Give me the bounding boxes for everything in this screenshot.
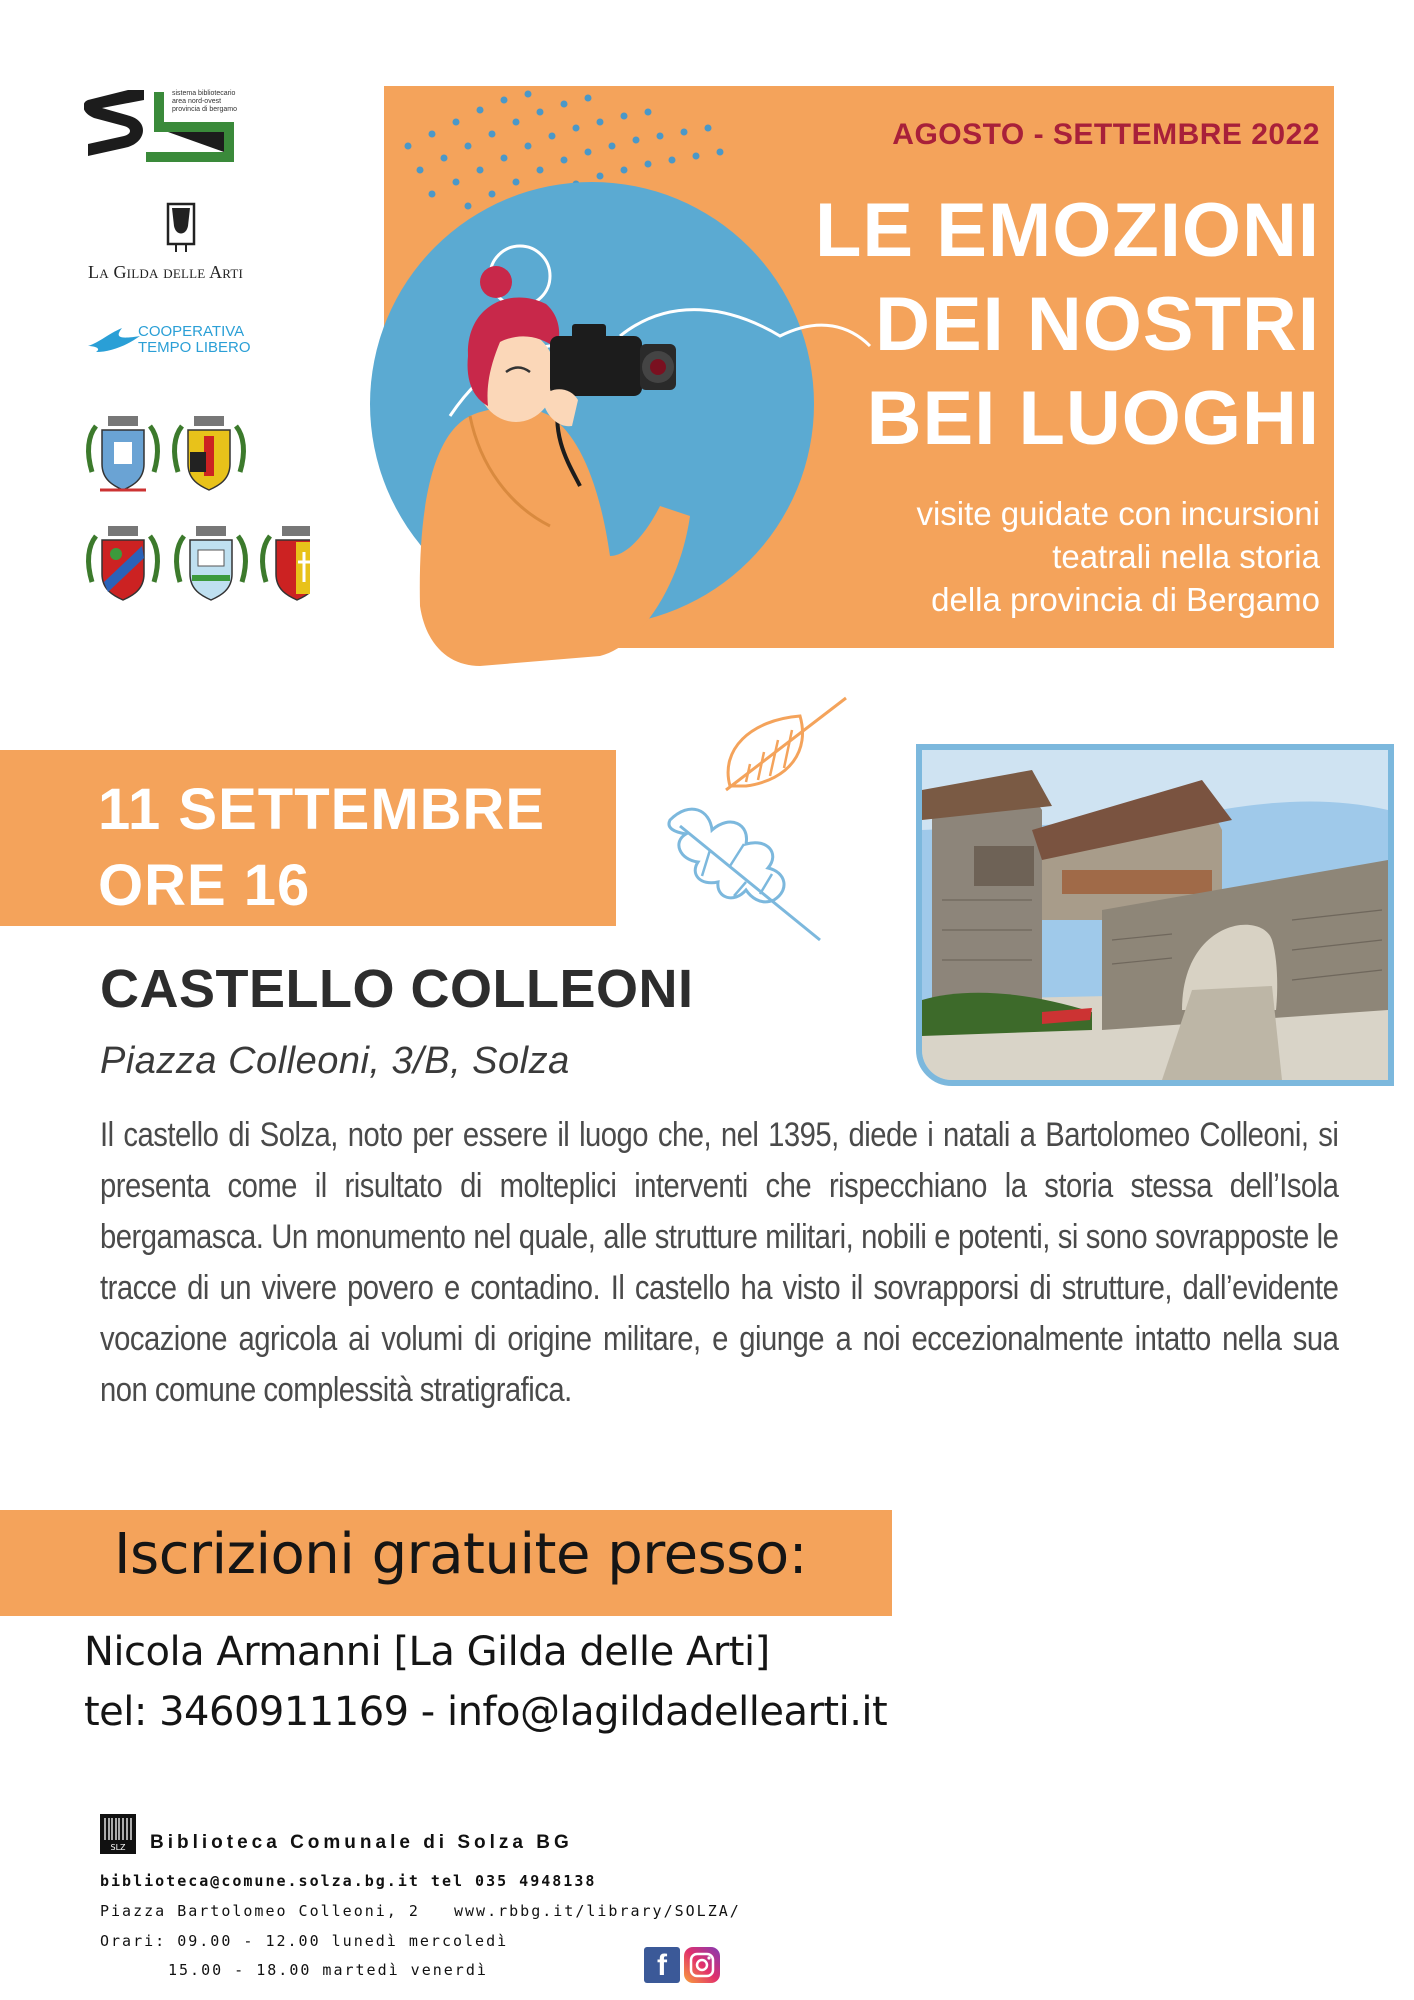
library-website[interactable]: www.rbbg.it/library/SOLZA/ (454, 1902, 741, 1920)
library-address: Piazza Bartolomeo Colleoni, 2 (100, 1902, 420, 1920)
registration-contact (84, 1622, 887, 1742)
sb-caption-line-1: sistema bibliotecario (172, 90, 236, 97)
registration-title: Iscrizioni gratuite presso: (114, 1522, 808, 1587)
municipal-crest-icon (168, 412, 250, 506)
hero-subtitle-line-3: della provincia di Bergamo (931, 581, 1320, 618)
event-date (98, 772, 545, 924)
facebook-icon[interactable]: f (644, 1947, 680, 1983)
place-title: CASTELLO COLLEONI (100, 959, 694, 1019)
library-icon-label: SLZ (110, 1843, 126, 1852)
hero-subtitle-line-1: visite guidate con incursioni (916, 495, 1320, 532)
library-hours-1: Orari: 09.00 - 12.00 lunedì mercoledì (100, 1932, 509, 1950)
gilda-name: La Gilda delle Arti (88, 262, 244, 282)
event-time-line: ORE 16 (98, 853, 311, 918)
coop-name-line-2: TEMPO LIBERO (138, 339, 251, 356)
instagram-icon[interactable] (684, 1947, 720, 1983)
hero-subtitle (916, 492, 1320, 621)
library-barcode-icon (100, 1814, 136, 1854)
gilda-mask-icon (166, 202, 196, 254)
sb-caption-line-2: area nord-ovest (172, 98, 222, 105)
leaf-decoration-icon (650, 690, 860, 960)
castle-photo-image (922, 750, 1388, 1080)
place-address: Piazza Colleoni, 3/B, Solza (100, 1040, 570, 1082)
hero-subtitle-line-2: teatrali nella storia (1052, 538, 1320, 575)
cooperativa-bird-icon (86, 324, 142, 358)
contact-name: Nicola Armanni [La Gilda delle Arti] (84, 1629, 770, 1675)
library-hours-2: 15.00 - 18.00 martedì venerdì (168, 1961, 488, 1979)
contact-tel-email[interactable]: tel: 3460911169 - info@lagildadellearti.it (84, 1689, 888, 1735)
hero-title (815, 184, 1320, 466)
municipal-crest-icon (170, 522, 252, 616)
library-name: Biblioteca Comunale di Solza BG (150, 1832, 573, 1853)
hero-title-line-3: BEI LUOGHI (866, 376, 1320, 461)
castle-photo (916, 744, 1394, 1086)
event-date-line: 11 SETTEMBRE (98, 777, 546, 842)
sb-caption-line-3: provincia di bergamo (172, 106, 237, 113)
cooperativa-name (138, 324, 251, 356)
hero-title-line-1: LE EMOZIONI (815, 188, 1320, 273)
coop-name-line-1: COOPERATIVA (138, 323, 245, 340)
library-email-tel[interactable]: biblioteca@comune.solza.bg.it tel 035 4948138 (100, 1872, 597, 1890)
sb-caption (172, 90, 252, 114)
hero-title-line-2: DEI NOSTRI (875, 282, 1320, 367)
municipal-crest-icon (82, 522, 164, 616)
municipal-crest-icon (82, 412, 164, 506)
event-description: Il castello di Solza, noto per essere il luogo che, nel 1395, diede i natali a Bartolomeo Colleoni, si presenta come il risultato di molteplici interventi che rispecchiano la storia stessa dell’Isola bergamasca. Un monumento nel quale, alle strutture militari, nobili e potenti, si sono sovrapposte le tracce di un vivere povero e contadino. Il castello ha visto il sovrapporsi di strutture, dall’evidente vocazione agricola ai volumi di origine militare, e giunge a noi eccezionalmente intatto nella sua non comune complessità stratigrafica. (100, 1116, 1339, 1409)
instagram-glyph (684, 1947, 720, 1983)
hero-date: AGOSTO - SETTEMBRE 2022 (892, 118, 1320, 151)
